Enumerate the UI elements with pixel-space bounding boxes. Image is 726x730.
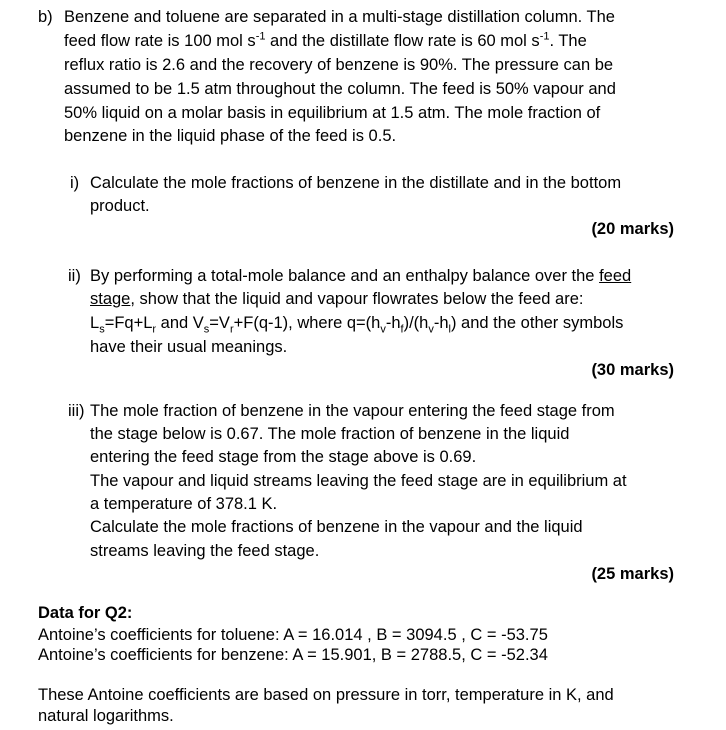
question-iii-line-2: the stage below is 0.67. The mole fraction of benzene in the liquid — [90, 425, 570, 443]
question-ii-equation: $L_s=Fq+L_r$ and $V_s=V_r+F(q-1)$, where $q=(h_v-h_f)/(h_v-h_l)$ and the other symbols — [90, 314, 624, 336]
antoine-note-line-1: These Antoine coefficients are based on pressure in torr, temperature in K, and — [38, 686, 614, 704]
question-i-line-2: product. — [90, 197, 150, 215]
question-iii-line-4: The vapour and liquid streams leaving the feed stage are in equilibrium at — [90, 472, 627, 490]
question-i-label: i) — [70, 174, 80, 192]
question-ii-marks: (30 marks) — [591, 361, 674, 379]
question-iii-line-6: Calculate the mole fractions of benzene in the vapour and the liquid — [90, 518, 583, 536]
question-ii-line-4: have their usual meanings. — [90, 338, 288, 356]
part-b-line-6: benzene in the liquid phase of the feed is 0.5. — [64, 127, 397, 145]
question-ii-label: ii) — [68, 267, 81, 285]
question-iii-line-5: a temperature of 378.1 K. — [90, 495, 278, 513]
part-b-line-2: feed flow rate is 100 mol $s^{-1}$ and the distillate flow rate is 60 mol $s^{-1}$. The — [64, 30, 587, 50]
antoine-note-line-2: natural logarithms. — [38, 707, 174, 725]
question-ii-line-1: By performing a total-mole balance and an enthalpy balance over the feed — [90, 267, 632, 285]
question-iii-line-3: entering the feed stage from the stage above is 0.69. — [90, 448, 477, 466]
question-i-line-1: Calculate the mole fractions of benzene in the distillate and in the bottom — [90, 174, 622, 192]
question-i-marks: (20 marks) — [591, 220, 674, 238]
antoine-benzene: Antoine’s coefficients for benzene: A = 15.901, B = 2788.5, C = -52.34 — [38, 646, 548, 664]
question-iii-label: iii) — [68, 402, 85, 420]
part-b-line-5: 50% liquid on a molar basis in equilibrium at 1.5 atm. The mole fraction of — [64, 104, 601, 122]
part-b-line-1: Benzene and toluene are separated in a multi-stage distillation column. The — [64, 8, 615, 26]
question-iii-line-1: The mole fraction of benzene in the vapour entering the feed stage from — [90, 402, 615, 420]
question-iii-line-7: streams leaving the feed stage. — [90, 542, 320, 560]
part-b-line-3: reflux ratio is 2.6 and the recovery of benzene is 90%. The pressure can be — [64, 56, 614, 74]
question-ii-line-2: stage, show that the liquid and vapour flowrates below the feed are: — [90, 290, 584, 308]
question-iii-marks: (25 marks) — [591, 565, 674, 583]
stage-link-text: stage — [90, 290, 131, 308]
feed-link-text: feed — [599, 267, 632, 285]
part-b-label: b) — [38, 8, 53, 26]
data-heading: Data for Q2: — [38, 604, 133, 622]
part-b-line-4: assumed to be 1.5 atm throughout the column. The feed is 50% vapour and — [64, 80, 616, 98]
antoine-toluene: Antoine’s coefficients for toluene: A = 16.014 , B = 3094.5 , C = -53.75 — [38, 626, 548, 644]
